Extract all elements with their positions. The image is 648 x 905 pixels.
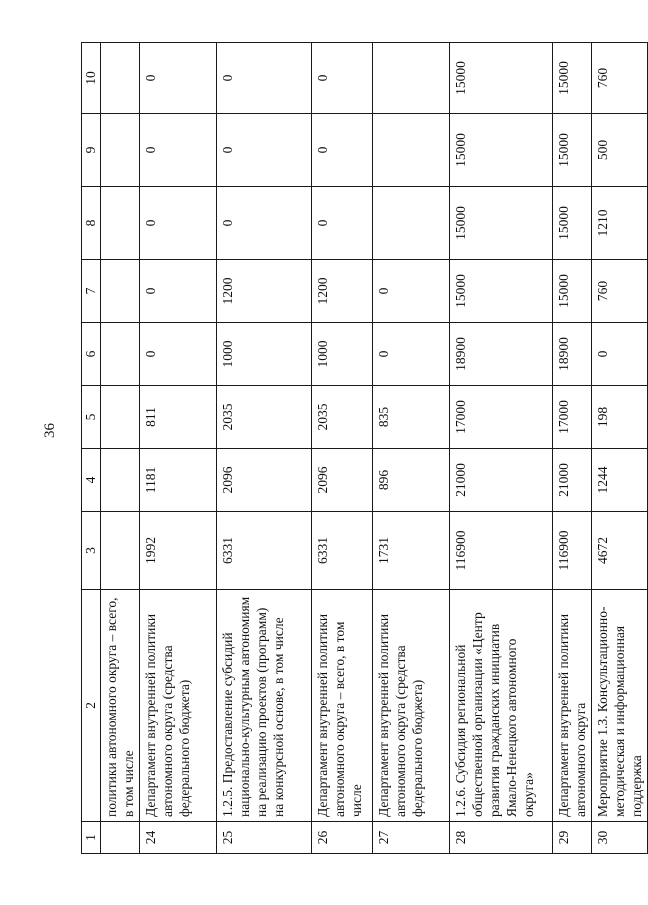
value-cell-col-8: 15000	[450, 187, 553, 260]
budget-table	[81, 42, 648, 854]
value-cell-col-3: 1731	[373, 512, 450, 590]
row-description: Департамент внутренней политики автономного округа	[553, 590, 592, 822]
value-cell-col-6	[101, 323, 140, 386]
value-cell-col-5: 2035	[217, 386, 312, 449]
value-cell-col-8: 0	[217, 187, 312, 260]
column-header-7: 7	[82, 260, 101, 323]
value-cell-col-4: 2096	[217, 449, 312, 512]
value-cell-col-9: 0	[140, 114, 217, 187]
row-description: Департамент внутренней политики автономного округа (средства федерального бюджета)	[373, 590, 450, 822]
value-cell-col-5: 811	[140, 386, 217, 449]
value-cell-col-5	[101, 386, 140, 449]
value-cell-col-3: 6331	[312, 512, 373, 590]
value-cell-col-9	[373, 114, 450, 187]
row-description: Департамент внутренней политики автономного округа – всего, в том числе	[312, 590, 373, 822]
table-row	[450, 43, 553, 854]
value-cell-col-5: 835	[373, 386, 450, 449]
value-cell-col-4: 896	[373, 449, 450, 512]
row-number: 27	[373, 822, 450, 854]
page-number: 36	[42, 423, 58, 438]
value-cell-col-3: 1992	[140, 512, 217, 590]
value-cell-col-10	[373, 43, 450, 114]
value-cell-col-10: 0	[312, 43, 373, 114]
column-header-6: 6	[82, 323, 101, 386]
value-cell-col-9: 15000	[450, 114, 553, 187]
value-cell-col-7: 760	[592, 260, 648, 323]
row-number: 30	[592, 822, 648, 854]
value-cell-col-4: 1181	[140, 449, 217, 512]
column-header-3: 3	[82, 512, 101, 590]
value-cell-col-5: 17000	[450, 386, 553, 449]
value-cell-col-6: 1000	[217, 323, 312, 386]
value-cell-col-8: 1210	[592, 187, 648, 260]
value-cell-col-10	[101, 43, 140, 114]
table-body	[82, 43, 648, 854]
column-header-2: 2	[82, 590, 101, 822]
value-cell-col-7: 15000	[450, 260, 553, 323]
value-cell-col-9: 0	[312, 114, 373, 187]
column-header-9: 9	[82, 114, 101, 187]
value-cell-col-3: 6331	[217, 512, 312, 590]
row-number: 28	[450, 822, 553, 854]
value-cell-col-7: 1200	[312, 260, 373, 323]
rotated-table-container	[81, 43, 644, 854]
value-cell-col-3: 116900	[553, 512, 592, 590]
value-cell-col-6: 1000	[312, 323, 373, 386]
value-cell-col-10: 15000	[450, 43, 553, 114]
column-header-10: 10	[82, 43, 101, 114]
column-header-8: 8	[82, 187, 101, 260]
column-header-4: 4	[82, 449, 101, 512]
value-cell-col-9	[101, 114, 140, 187]
value-cell-col-10: 760	[592, 43, 648, 114]
value-cell-col-6: 18900	[450, 323, 553, 386]
value-cell-col-8: 0	[312, 187, 373, 260]
row-description: 1.2.6. Субсидия региональной общественной организации «Центр развития гражданских инициатив Ямало-Ненецкого автономного округа»	[450, 590, 553, 822]
table-row	[592, 43, 648, 854]
value-cell-col-7: 0	[140, 260, 217, 323]
value-cell-col-9: 15000	[553, 114, 592, 187]
value-cell-col-5: 198	[592, 386, 648, 449]
row-description: Департамент внутренней политики автономного округа (средства федерального бюджета)	[140, 590, 217, 822]
table-row	[312, 43, 373, 854]
value-cell-col-7	[101, 260, 140, 323]
value-cell-col-8	[101, 187, 140, 260]
row-number: 25	[217, 822, 312, 854]
table-row	[140, 43, 217, 854]
value-cell-col-8: 0	[140, 187, 217, 260]
value-cell-col-10: 0	[140, 43, 217, 114]
column-header-5: 5	[82, 386, 101, 449]
row-description: политики автономного округа – всего, в том числе	[101, 590, 140, 822]
value-cell-col-7: 0	[373, 260, 450, 323]
value-cell-col-6: 0	[373, 323, 450, 386]
row-number	[101, 822, 140, 854]
value-cell-col-8: 15000	[553, 187, 592, 260]
table-row	[217, 43, 312, 854]
value-cell-col-5: 17000	[553, 386, 592, 449]
row-number: 29	[553, 822, 592, 854]
table-row	[101, 43, 140, 854]
value-cell-col-9: 500	[592, 114, 648, 187]
value-cell-col-4: 1244	[592, 449, 648, 512]
value-cell-col-6: 0	[140, 323, 217, 386]
value-cell-col-4	[101, 449, 140, 512]
value-cell-col-6: 0	[592, 323, 648, 386]
column-header-1: 1	[82, 822, 101, 854]
value-cell-col-8	[373, 187, 450, 260]
row-number: 26	[312, 822, 373, 854]
row-description: Мероприятие 1.3. Консультационно-методическая и информационная поддержка	[592, 590, 648, 822]
value-cell-col-4: 2096	[312, 449, 373, 512]
value-cell-col-4: 21000	[450, 449, 553, 512]
value-cell-col-7: 1200	[217, 260, 312, 323]
value-cell-col-10: 0	[217, 43, 312, 114]
value-cell-col-5: 2035	[312, 386, 373, 449]
value-cell-col-10: 15000	[553, 43, 592, 114]
value-cell-col-3: 4672	[592, 512, 648, 590]
header-row	[82, 43, 101, 854]
value-cell-col-9: 0	[217, 114, 312, 187]
table-row	[553, 43, 592, 854]
value-cell-col-3: 116900	[450, 512, 553, 590]
row-description: 1.2.5. Предоставление субсидий национально-культурным автономиям на реализацию проектов (программ) на конкурсной основе, в том числе	[217, 590, 312, 822]
row-number: 24	[140, 822, 217, 854]
value-cell-col-3	[101, 512, 140, 590]
table-row	[373, 43, 450, 854]
value-cell-col-6: 18900	[553, 323, 592, 386]
value-cell-col-7: 15000	[553, 260, 592, 323]
value-cell-col-4: 21000	[553, 449, 592, 512]
